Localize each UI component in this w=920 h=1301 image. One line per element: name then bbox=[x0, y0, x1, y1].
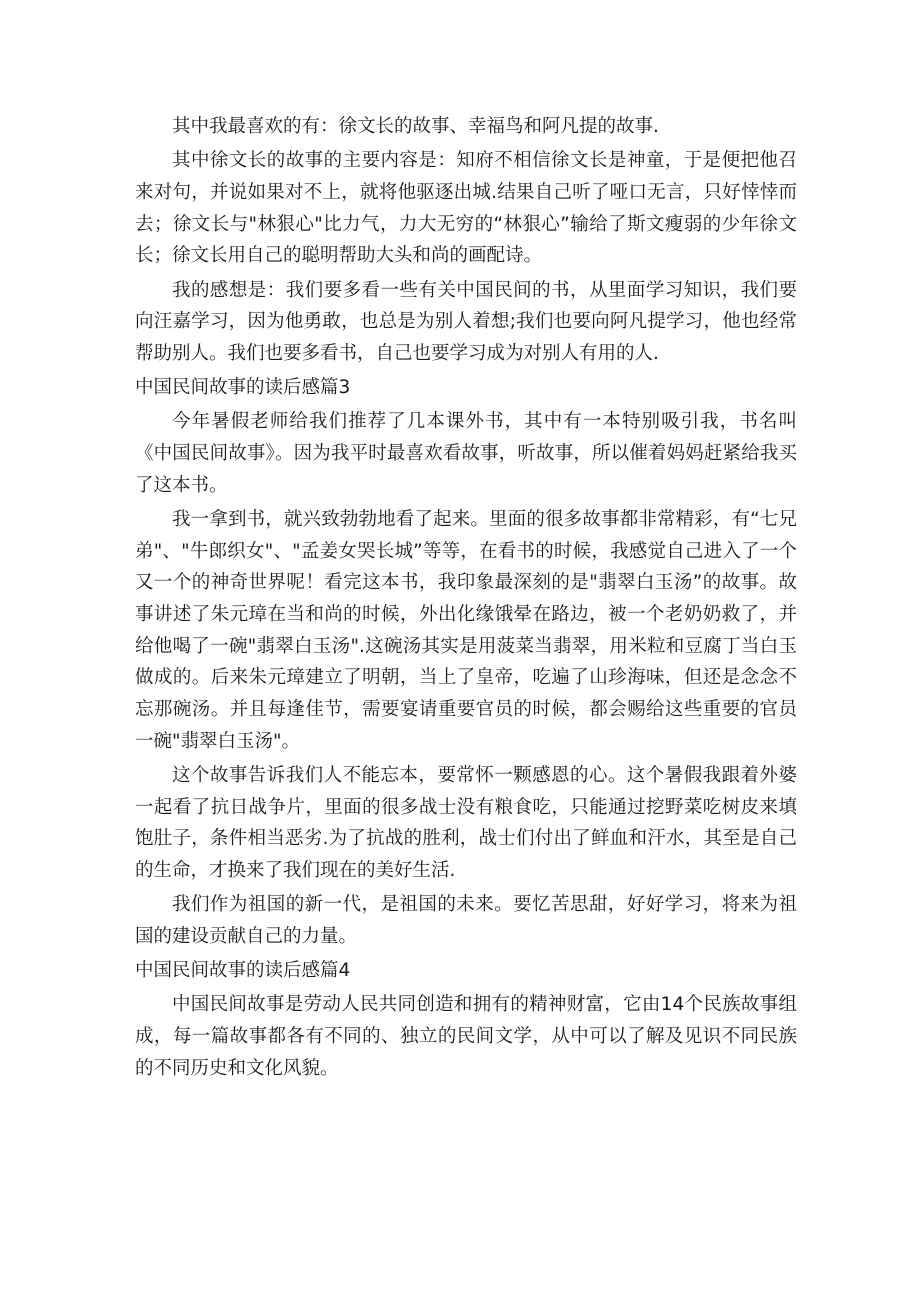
paragraph-jade-soup-story: 我一拿到书，就兴致勃勃地看了起来。里面的很多故事都非常精彩，有“七兄弟"、"牛郎织女"、"孟姜女哭长城”等等，在看书的时候，我感觉自己进入了一个又一个的神奇世界呢！看完这本书，我印象最深刻的是"翡翠白玉汤”的故事。故事讲述了朱元璋在当和尚的时候，外出化缘饿晕在路边，被一个老奶奶救了，并给他喝了一碗"翡翠白玉汤".这碗汤其实是用菠菜当翡翠，用米粒和豆腐丁当白玉做成的。后来朱元璋建立了明朝，当上了皇帝，吃遍了山珍海味，但还是念念不忘那碗汤。并且每逢佳节，需要宴请重要官员的时候，都会赐给这些重要的官员一碗"翡翠白玉汤"。 bbox=[135, 508, 797, 752]
paragraph-gratitude: 这个故事告诉我们人不能忘本，要常怀一颗感恩的心。这个暑假我跟着外婆一起看了抗日战争片，里面的很多战士没有粮食吃，只能通过挖野菜吃树皮来填饱肚子，条件相当恶劣.为了抗战的胜利，战士们付出了鲜血和汗水，其至是自己的生命，才换来了我们现在的美好生活. bbox=[135, 765, 797, 882]
document-body bbox=[135, 111, 797, 1087]
section-heading-3: 中国民间故事的读后感篇3 bbox=[135, 377, 351, 399]
paragraph-summer-book: 今年暑假老师给我们推荐了几本课外书，其中有一本特别吸引我，书名叫《中国民间故事》。因为我平时最喜欢看故事，听故事，所以催着妈妈赶紧给我买了这本书。 bbox=[135, 411, 797, 496]
paragraph-new-generation: 我们作为祖国的新一代，是祖国的未来。要忆苦思甜，好好学习，将来为祖国的建设贡献自己的力量。 bbox=[135, 894, 797, 948]
paragraph-xu-wenchang-summary: 其中徐文长的故事的主要内容是：知府不相信徐文长是神童，于是便把他召来对句，并说如果对不上，就将他驱逐出城.结果自己听了哑口无言，只好悻悻而去；徐文长与"林狠心"比力气，力大无穷的“林狠心”输给了斯文瘦弱的少年徐文长；徐文长用自己的聪明帮助大头和尚的画配诗。 bbox=[135, 150, 797, 267]
paragraph-reflection: 我的感想是：我们要多看一些有关中国民间的书，从里面学习知识，我们要向汪嘉学习，因为他勇敢，也总是为别人着想;我们也要向阿凡提学习，他也经常帮助别人。我们也要多看书，自己也要学习成为对别人有用的人. bbox=[135, 279, 797, 364]
paragraph-folk-tales-intro: 中国民间故事是劳动人民共同创造和拥有的精神财富，它由14个民族故事组成，每一篇故事都各有不同的、独立的民间文学，从中可以了解及见识不同民族的不同历史和文化风貌。 bbox=[135, 994, 797, 1079]
section-heading-4: 中国民间故事的读后感篇4 bbox=[135, 960, 351, 982]
paragraph-favorites: 其中我最喜欢的有：徐文长的故事、幸福鸟和阿凡提的故事. bbox=[172, 116, 659, 137]
